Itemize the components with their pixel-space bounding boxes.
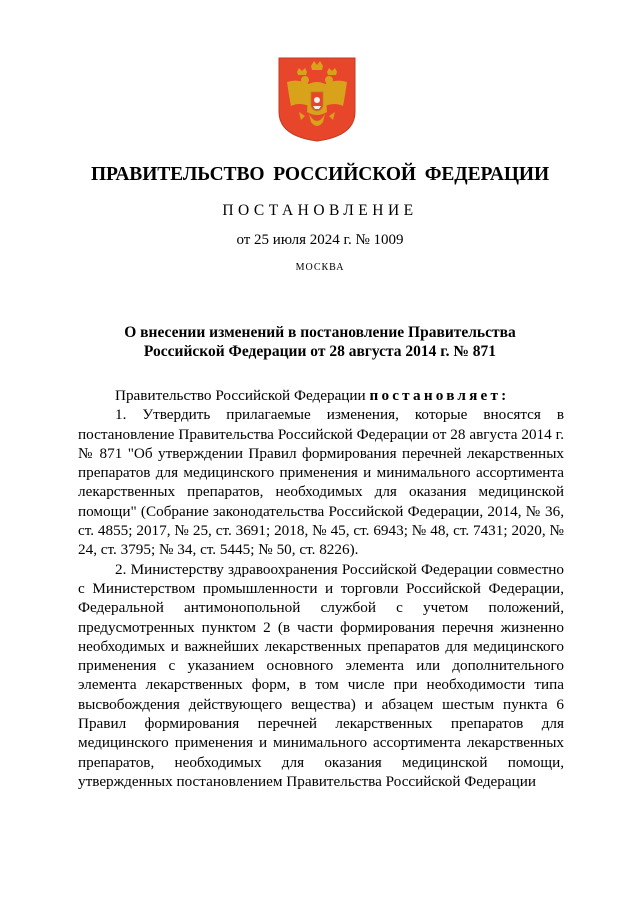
document-body: [78, 386, 564, 791]
government-title: ПРАВИТЕЛЬСТВО РОССИЙСКОЙ ФЕДЕРАЦИИ: [90, 164, 550, 185]
document-heading: [0, 323, 640, 361]
paragraph-1: 1. Утвердить прилагаемые изменения, которые вносятся в постановление Правительства Российской Федерации от 28 августа 2014 г. № 871 "Об утверждении Правил формирования перечней лекарственных препаратов для медицинского применения и минимального ассортимента лекарственных препаратов, необходимых для оказания медицинской помощи" (Собрание законодательства Российской Федерации, 2014, № 36, ст. 4855; 2017, № 25, ст. 3691; 2018, № 45, ст. 6943; № 48, ст. 7431; 2020, № 24, ст. 3795; № 34, ст. 5445; № 50, ст. 8226).: [78, 406, 564, 559]
intro-paragraph: [78, 386, 564, 405]
heading-line-1: О внесении изменений в постановление Правительства: [124, 324, 516, 341]
document-city: МОСКВА: [295, 262, 345, 273]
paragraph-2: 2. Министерству здравоохранения Российской Федерации совместно с Министерством промышленности и торговли Российской Федерации, Федеральной антимонопольной службой с учетом положений, предусмотренных пунктом 2 (в части формирования перечня жизненно необходимых и важнейших лекарственных препаратов для медицинского применения с указанием основного элемента или дополнительного элемента лекарственных форм, в том числе при необходимости типа высвобождения действующего вещества) и абзацем шестым пункта 6 Правил формирования перечней лекарственных препаратов для медицинского применения и минимального ассортимента лекарственных препаратов, необходимых для оказания медицинской помощи, утвержденных постановлением Правительства Российской Федерации: [78, 560, 564, 790]
intro-text: Правительство Российской Федерации: [115, 387, 366, 404]
intro-emphasis: постановляет:: [369, 387, 510, 404]
russian-coat-of-arms-icon: [277, 56, 357, 143]
heading-line-2: Российской Федерации от 28 августа 2014 г. № 871: [143, 343, 497, 360]
document-date-number: от 25 июля 2024 г. № 1009: [236, 232, 404, 248]
document-type: ПОСТАНОВЛЕНИЕ: [222, 202, 418, 219]
